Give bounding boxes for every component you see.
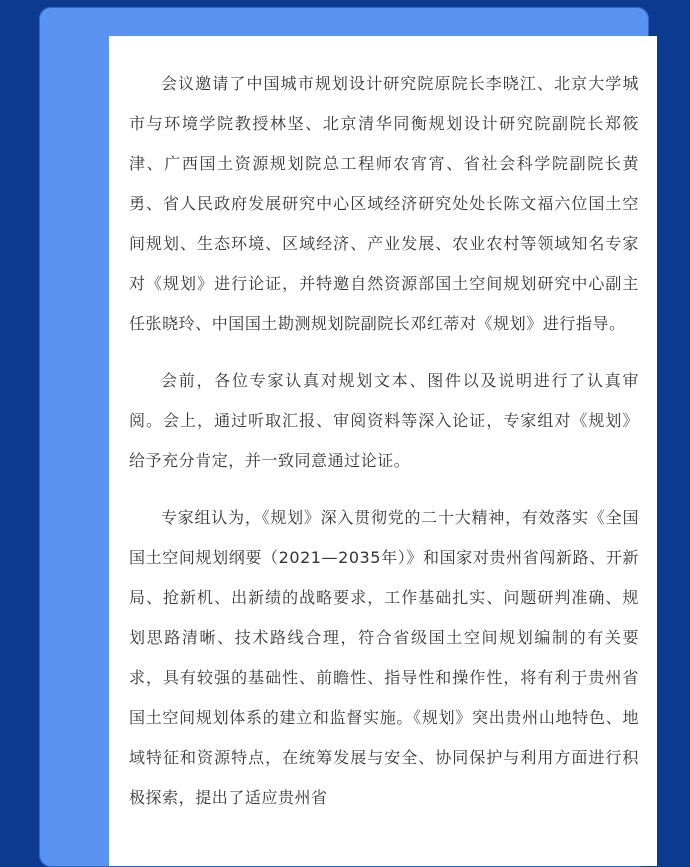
article-frame xyxy=(39,7,649,867)
article-body xyxy=(129,64,639,818)
article-page xyxy=(109,36,657,866)
paragraph-review: 会前，各位专家认真对规划文本、图件以及说明进行了认真审阅。会上，通过听取汇报、审阅资料等深入论证，专家组对《规划》给予充分肯定，并一致同意通过论证。 xyxy=(129,371,639,470)
paragraph-expert-opinion: 专家组认为，《规划》深入贯彻党的二十大精神，有效落实《全国国土空间规划纲要（2021—2035年）》和国家对贵州省闯新路、开新局、抢新机、出新绩的战略要求，工作基础扎实、问题研判准确、规划思路清晰、技术路线合理，符合省级国土空间规划编制的有关要求，具有较强的基础性、前瞻性、指导性和操作性，将有利于贵州省国土空间规划体系的建立和监督实施。《规划》突出贵州山地特色、地域特征和资源特点，在统筹发展与安全、协同保护与利用方面进行积极探索，提出了适应贵州省 xyxy=(129,508,639,807)
paragraph-experts-invited: 会议邀请了中国城市规划设计研究院原院长李晓江、北京大学城市与环境学院教授林坚、北京清华同衡规划设计研究院副院长郑筱津、广西国土资源规划院总工程师农宵宵、省社会科学院副院长黄勇、省人民政府发展研究中心区域经济研究处处长陈文福六位国土空间规划、生态环境、区域经济、产业发展、农业农村等领域知名专家对《规划》进行论证，并特邀自然资源部国土空间规划研究中心副主任张晓玲、中国国土勘测规划院副院长邓红蒂对《规划》进行指导。 xyxy=(129,74,639,333)
